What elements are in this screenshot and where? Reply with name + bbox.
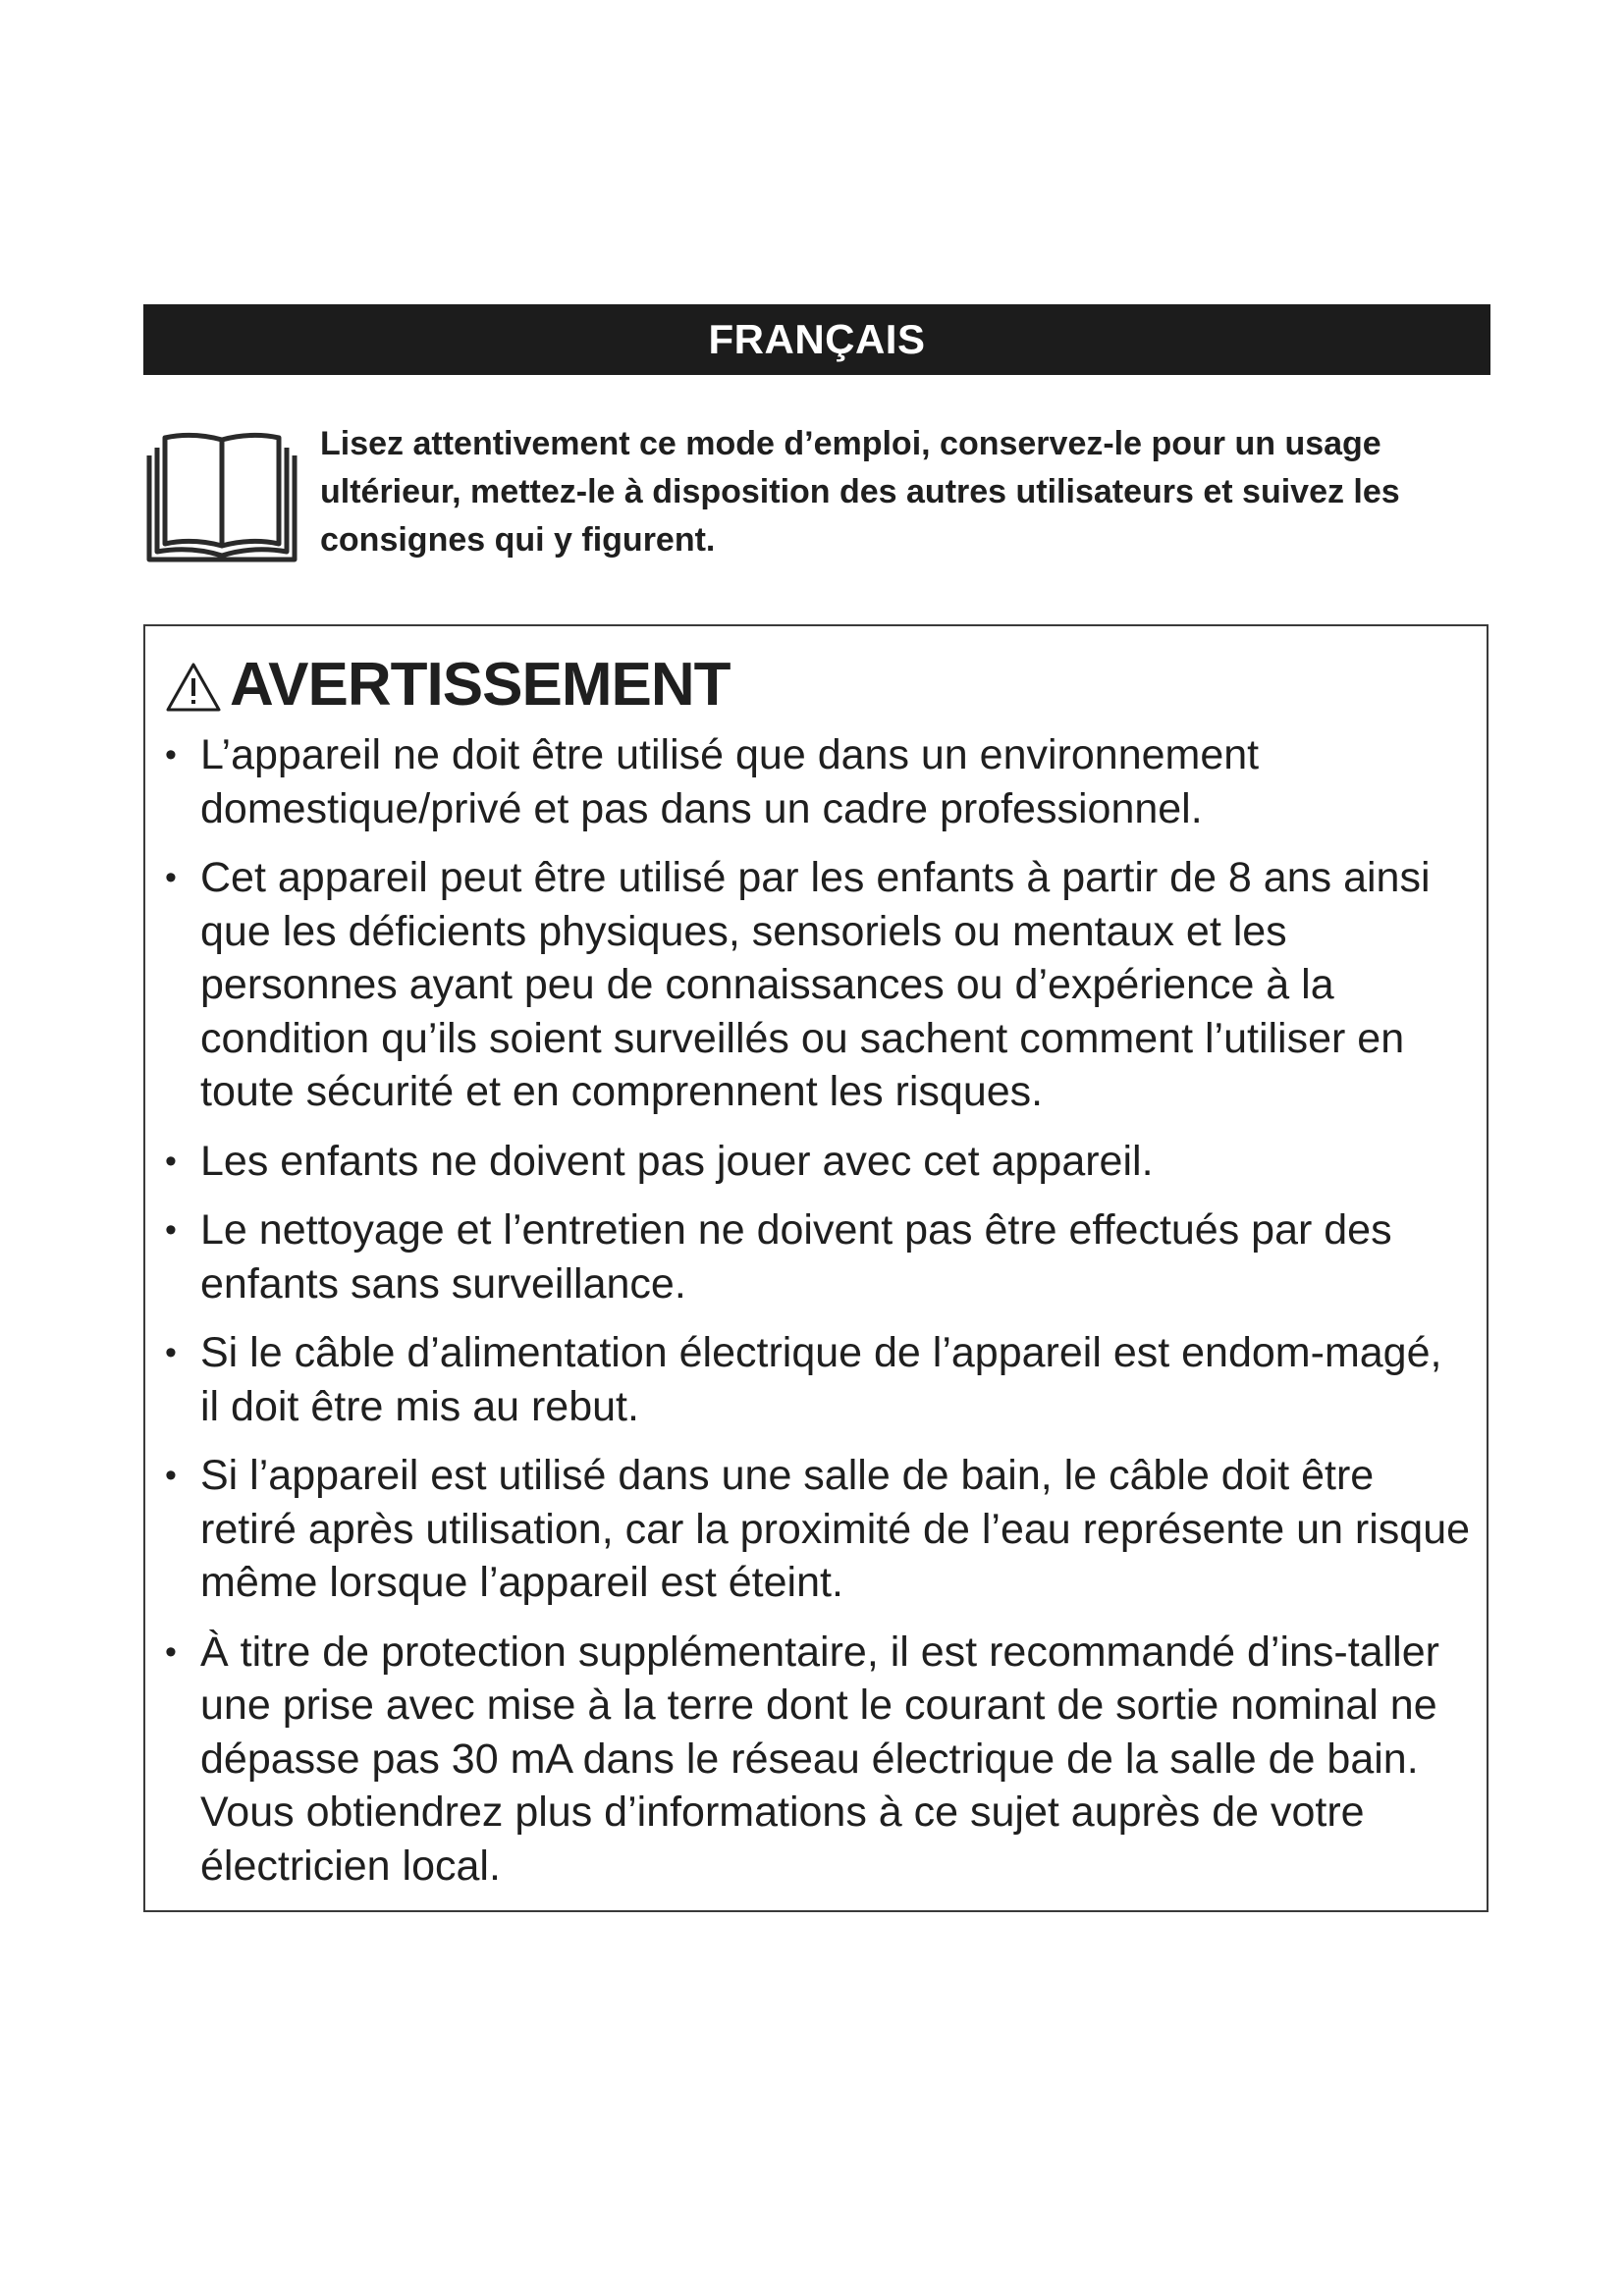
- language-banner: [143, 304, 1490, 375]
- warning-item: [165, 728, 1471, 835]
- warning-item-text: Si l’appareil est utilisé dans une salle de bain, le câble doit être retiré après utilisation, car la proximité de l’eau représente un risque même lorsque l’appareil est éteint.: [200, 1452, 1471, 1606]
- bullet-marker: •: [165, 1457, 177, 1494]
- bullet-marker: •: [165, 1211, 177, 1249]
- bullet-marker: •: [165, 1142, 177, 1180]
- warning-heading: [165, 646, 730, 724]
- warning-item-text: Si le câble d’alimentation électrique de l’appareil est endom-magé, il doit être mis au rebut.: [200, 1329, 1442, 1430]
- bullet-marker: •: [165, 1334, 177, 1371]
- warning-item: [165, 1135, 1471, 1189]
- warning-item-text: À titre de protection supplémentaire, il est recommandé d’ins-taller une prise avec mise à la terre dont le courant de sortie nominal ne dépasse pas 30 mA dans le réseau électrique de la salle de bain. Vous obtiendrez plus d’informations à ce sujet auprès de votre électricien local.: [200, 1628, 1439, 1890]
- warning-item-text: Les enfants ne doivent pas jouer avec cet appareil.: [200, 1137, 1154, 1185]
- warning-triangle-icon: [165, 662, 222, 713]
- warning-item: [165, 1203, 1471, 1310]
- warning-title: AVERTISSEMENT: [230, 651, 731, 719]
- warning-list: [165, 728, 1471, 1908]
- language-banner-label: FRANÇAIS: [708, 316, 926, 362]
- warning-item-text: L’appareil ne doit être utilisé que dans un environnement domestique/privé et pas dans un cadre professionnel.: [200, 731, 1260, 832]
- bullet-marker: •: [165, 736, 177, 774]
- warning-item-text: Cet appareil peut être utilisé par les enfants à partir de 8 ans ainsi que les déficients physiques, sensoriels ou mentaux et les personnes ayant peu de connaissances ou d’expérience à la condition qu’ils soient surveillés ou sachent comment l’utiliser en toute sécurité et en comprennent les risques.: [200, 854, 1431, 1115]
- warning-item: [165, 1449, 1471, 1610]
- bullet-marker: •: [165, 859, 177, 896]
- intro-text: Lisez attentivement ce mode d’emploi, conservez-le pour un usage ultérieur, mettez-le à disposition des autres utilisateurs et suivez les consignes qui y figurent.: [320, 425, 1400, 559]
- bullet-marker: •: [165, 1632, 177, 1671]
- warning-item: [165, 851, 1471, 1119]
- open-book-icon: [143, 428, 300, 565]
- intro-section: [143, 420, 1490, 567]
- warning-item: [165, 1326, 1471, 1433]
- warning-item-text: Le nettoyage et l’entretien ne doivent pas être effectués par des enfants sans surveillance.: [200, 1206, 1392, 1308]
- warning-item: [165, 1626, 1471, 1894]
- warning-box: [143, 624, 1489, 1912]
